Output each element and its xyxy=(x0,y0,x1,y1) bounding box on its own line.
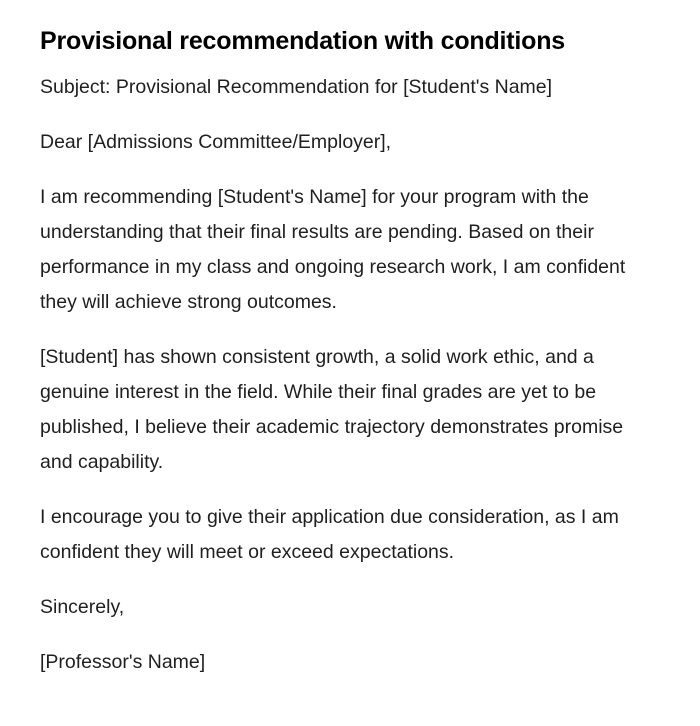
document-title: Provisional recommendation with conditions xyxy=(40,27,565,55)
body-paragraph-3: I encourage you to give their application due consideration, as I am confident they will meet or exceed expectations. xyxy=(40,506,619,563)
closing: Sincerely, xyxy=(40,596,125,618)
salutation: Dear [Admissions Committee/Employer], xyxy=(40,131,392,153)
subject-line: Subject: Provisional Recommendation for [Student's Name] xyxy=(40,76,553,98)
body-paragraph-1: I am recommending [Student's Name] for your program with the understanding that their final results are pending. Based on their performance in my class and ongoing research work, I am confident they will achieve strong outcomes. xyxy=(40,186,626,313)
signature: [Professor's Name] xyxy=(40,651,206,673)
body-paragraph-2: [Student] has shown consistent growth, a solid work ethic, and a genuine interest in the field. While their final grades are yet to be published, I believe their academic trajectory demonstrates promise and capability. xyxy=(40,346,624,473)
